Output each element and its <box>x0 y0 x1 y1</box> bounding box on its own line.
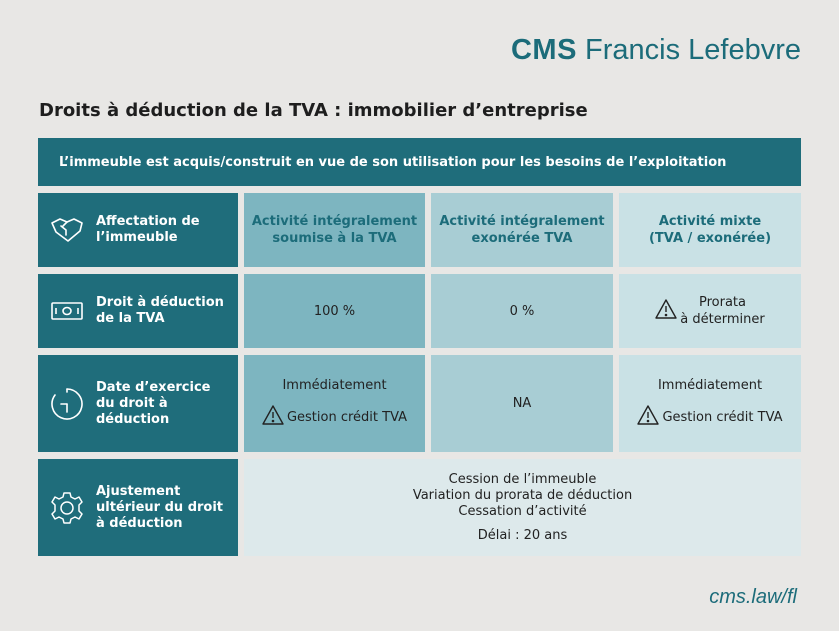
brand-mark: CMS <box>510 34 577 66</box>
warning-icon <box>637 405 659 429</box>
context-banner: L’immeuble est acquis/construit en vue de son utilisation pour les besoins de l’exploitation <box>38 138 801 186</box>
column-header-exoneree: Activité intégralement exonérée TVA <box>431 193 613 267</box>
clock-icon <box>38 387 96 421</box>
row-header-ajustement <box>38 459 238 556</box>
cell-droit-soumise: 100 % <box>244 274 425 348</box>
row-label: Affectation de l’immeuble <box>96 214 200 245</box>
warning-icon <box>262 405 284 429</box>
cell-date-exoneree: NA <box>431 355 613 452</box>
footer-url[interactable]: cms.law/fl <box>709 586 797 608</box>
brand-logo <box>511 34 801 67</box>
row-header-droit <box>38 274 238 348</box>
gear-icon <box>38 491 96 525</box>
cell-droit-exoneree: 0 % <box>431 274 613 348</box>
column-header-mixte: Activité mixte (TVA / exonérée) <box>619 193 801 267</box>
page-title: Droits à déduction de la TVA : immobilier d’entreprise <box>39 100 588 121</box>
row-header-affectation <box>38 193 238 267</box>
handshake-icon <box>38 217 96 243</box>
column-header-soumise: Activité intégralement soumise à la TVA <box>244 193 425 267</box>
cell-date-soumise: Immédiatement Gestion crédit TVA <box>244 355 425 452</box>
cell-date-mixte: Immédiatement Gestion crédit TVA <box>619 355 801 452</box>
cell-droit-mixte: Prorata à déterminer <box>619 274 801 348</box>
row-header-date <box>38 355 238 452</box>
banknote-icon <box>38 302 96 320</box>
row-label: Date d’exercice du droit à déduction <box>96 379 211 427</box>
brand-name: Francis Lefebvre <box>585 34 801 66</box>
row-label: Droit à déduction de la TVA <box>96 295 224 326</box>
cell-ajustement-merged: Cession de l’immeuble Variation du prorata de déduction Cessation d’activité Délai : 20 ans <box>244 459 801 556</box>
row-label: Ajustement ultérieur du droit à déduction <box>96 483 224 531</box>
warning-icon <box>655 299 677 323</box>
